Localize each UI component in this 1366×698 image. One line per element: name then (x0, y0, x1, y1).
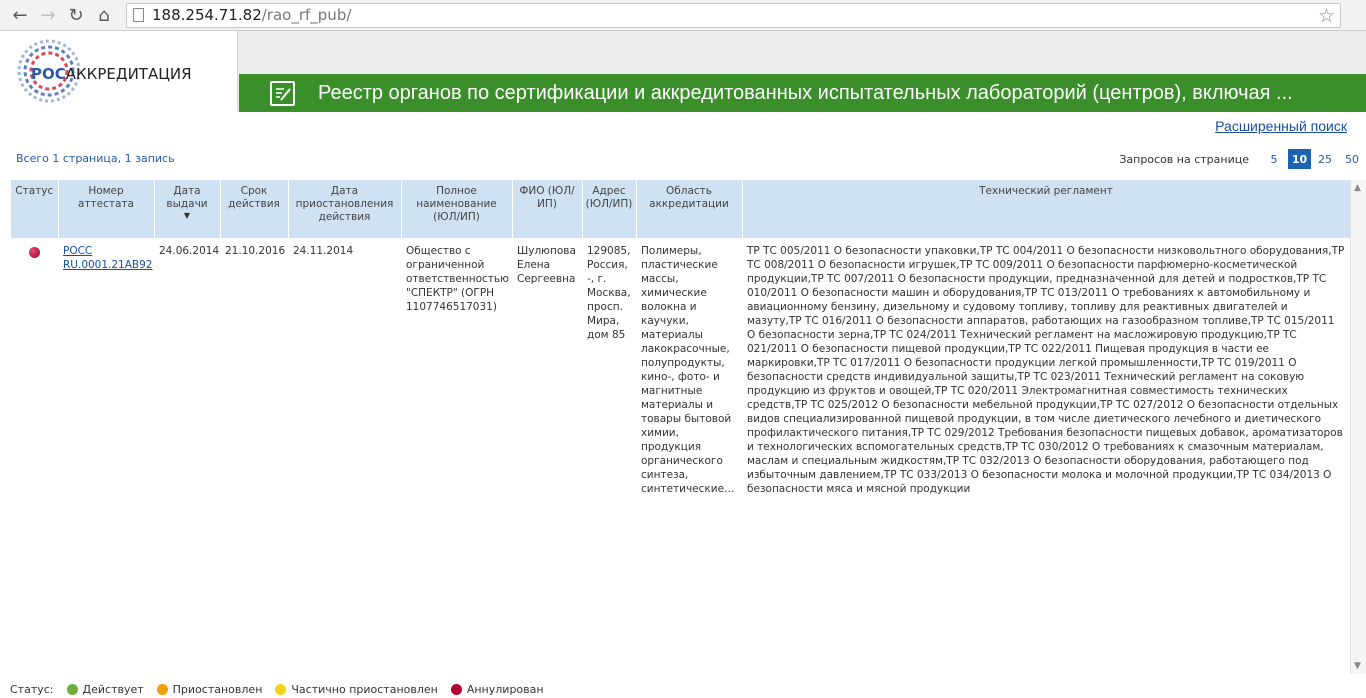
col-header-fio[interactable]: ФИО (ЮЛ/ИП) (512, 180, 582, 238)
legend-item-label: Частично приостановлен (291, 683, 438, 696)
legend-item-label: Приостановлен (172, 683, 263, 696)
document-edit-icon (270, 81, 295, 106)
status-active-icon (67, 684, 78, 695)
logo-text-akk: АККРЕДИТАЦИЯ (65, 65, 192, 83)
cell-suspend-date: 24.11.2014 (293, 245, 354, 257)
col-header-issue-date[interactable] (154, 180, 220, 238)
col-header-full-name[interactable]: Полное наименование (ЮЛ/ИП) (401, 180, 512, 238)
sort-desc-icon: ▼ (183, 211, 191, 220)
records-summary: Всего 1 страница, 1 запись (16, 152, 175, 165)
arrow-left-icon: ← (12, 4, 28, 26)
certificate-number-link[interactable]: РОСС RU.0001.21АВ92 (63, 245, 153, 271)
bookmark-star-icon[interactable]: ☆ (1317, 4, 1335, 27)
legend-item-suspended (157, 683, 263, 696)
col-header-term[interactable]: Срок действия (220, 180, 288, 238)
registry-table-container (11, 180, 1350, 674)
cell-regulation: ТР ТС 005/2011 О безопасности упаковки,ТР ТС 004/2011 О безопасности низковольтного оборудования,ТР ТС 008/2011 О безопасности игрушек,ТР ТС 009/2011 О безопасности парфюмерно-косметической продукции,ТР ТС 007/2011 О безопасности продукции, предназначенной для детей и подростков,ТР ТС 010/2011 О безопасности машин и оборудования,ТР ТС 013/2011 О требованиях к автомобильному и авиационному бензину, дизельному и судовому топливу, топливу для реактивных двигателей и мазуту,ТР ТС 016/2011 О безопасности аппаратов, работающих на газообразном топливе,ТР ТС 015/2011 О безопасности зерна,ТР ТС 024/2011 Технический регламент на масложировую продукцию,ТР ТС 021/2011 О безопасности пищевой продукции,ТР ТС 022/2011 Пищевая продукция в части ее маркировки,ТР ТС 017/2011 О безопасности продукции легкой промышленности,ТР ТС 019/2011 О безопасности средств индивидуальной защиты,ТР ТС 023/2011 Технический регламент на соковую продукцию из фруктов и овощей,ТР ТС 020/2011 Электромагнитная совместимость технических средств,ТР ТС 025/2012 О безопасности мебельной продукции,ТР ТС 027/2012 О безопасности отдельных видов специализированной пищевой продукции, в том числе диетического лечебного и диетического профилактического питания,ТР ТС 029/2012 Требования безопасности пищевых добавок, ароматизаторов и технологических вспомогательных средств,ТР ТС 030/2012 О требованиях к смазочным материалам, маслам и специальным жидкостям,ТР ТС 032/2013 О безопасности оборудования, работающего под избыточным давлением,ТР ТС 033/2013 О безопасности молока и молочной продукции,ТР ТС 034/2013 О безопасности мяса и мясной продукции (747, 245, 1345, 495)
home-icon: ⌂ (98, 4, 110, 26)
logo-text-ros: РОС (31, 65, 66, 83)
per-page-label: Запросов на странице (1119, 152, 1249, 166)
cell-area: Полимеры, пластические массы, химические волокна и каучуки, материалы лакокрасочные, полупродукты, кино-, фото- и магнитные материалы и товары бытовой химии, продукция органического синтеза, синтетические… (641, 245, 735, 495)
status-annulled-icon (29, 247, 40, 258)
cell-fio: Шулюпова Елена Сергеевна (517, 245, 576, 285)
page-title: Реестр органов по сертификации и аккредитованных испытательных лабораторий (центров), включая ... (318, 81, 1293, 104)
col-header-regulation[interactable]: Технический регламент (742, 180, 1350, 238)
per-page-selector (1119, 148, 1366, 170)
address-bar[interactable] (126, 3, 1341, 28)
site-header (0, 31, 1366, 112)
registry-table (11, 180, 1350, 502)
per-page-option-25[interactable]: 25 (1318, 152, 1332, 166)
scroll-up-icon[interactable]: ▲ (1354, 183, 1361, 193)
per-page-option-5[interactable]: 5 (1270, 152, 1278, 166)
legend-label: Статус: (10, 683, 54, 696)
legend-item-annulled (451, 683, 544, 696)
title-banner (239, 74, 1366, 112)
reload-button[interactable] (62, 2, 90, 28)
cell-number (58, 238, 154, 502)
col-header-status[interactable]: Статус (11, 180, 58, 238)
cell-address: 129085, Россия, -, г. Москва, просп. Мира, дом 85 (587, 245, 631, 341)
col-header-suspend-date[interactable]: Дата приостановления действия (288, 180, 401, 238)
cell-issue-date: 24.06.2014 (159, 245, 220, 257)
legend-item-label: Действует (82, 683, 144, 696)
cell-status (11, 238, 58, 502)
col-header-issue-date-label: Дата выдачи (166, 185, 208, 210)
reload-icon: ↻ (68, 4, 84, 26)
per-page-option-50[interactable]: 50 (1345, 152, 1359, 166)
legend-item-label: Аннулирован (466, 683, 544, 696)
legend-item-active (67, 683, 144, 696)
status-legend (10, 683, 544, 696)
url-host: 188.254.71.82 (152, 6, 262, 24)
advanced-search-link[interactable]: Расширенный поиск (1215, 118, 1347, 134)
status-annulled-icon (451, 684, 462, 695)
url-path: /rao_rf_pub/ (261, 6, 352, 24)
logo[interactable] (0, 31, 238, 112)
arrow-right-icon: → (40, 4, 56, 26)
cell-term: 21.10.2016 (225, 245, 286, 257)
per-page-option-10[interactable]: 10 (1288, 149, 1311, 169)
table-header-row (11, 180, 1350, 238)
col-header-address[interactable]: Адрес (ЮЛ/ИП) (582, 180, 636, 238)
browser-toolbar (0, 0, 1366, 31)
col-header-number[interactable]: Номер аттестата (58, 180, 154, 238)
scroll-down-icon[interactable]: ▼ (1354, 661, 1361, 671)
forward-button[interactable] (34, 2, 62, 28)
cell-full-name: Общество с ограниченной ответственностью "СПЕКТР" (ОГРН 1107746517031) (406, 245, 509, 313)
home-button[interactable] (90, 2, 118, 28)
back-button[interactable] (6, 2, 34, 28)
status-partially-suspended-icon (275, 684, 286, 695)
status-suspended-icon (157, 684, 168, 695)
page-icon (133, 8, 144, 22)
table-scrollbar[interactable] (1350, 180, 1366, 674)
logo-text (31, 65, 192, 83)
col-header-area[interactable]: Область аккредитации (636, 180, 742, 238)
legend-item-partially-suspended (275, 683, 437, 696)
table-row[interactable] (11, 238, 1350, 502)
